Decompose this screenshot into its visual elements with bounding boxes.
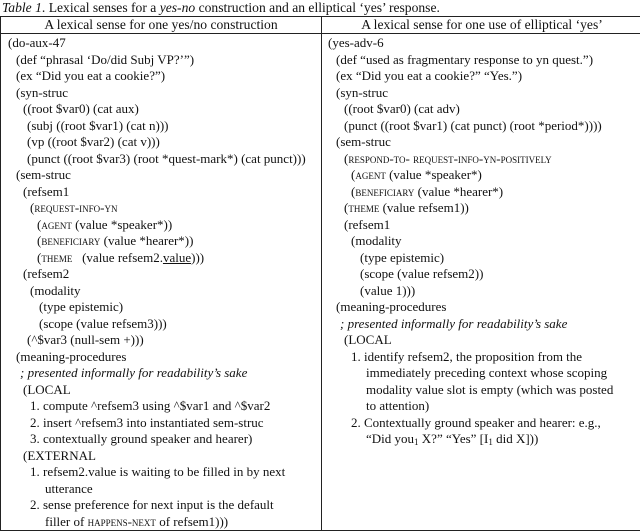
code-line: (syn-struc	[322, 85, 640, 102]
procedure-step: 2. insert ^refsem3 into instantiated sem-struc	[1, 415, 321, 432]
code-line: (def “used as fragmentary response to yn quest.”)	[322, 52, 640, 69]
code-line: (subj ((root $var1) (cat n)))	[1, 118, 321, 135]
concept-request-info-yn: request-info-yn	[34, 200, 117, 215]
role-agent: agent	[355, 167, 386, 182]
code-line	[322, 200, 640, 217]
code-comment: ; presented informally for readability’s sake	[322, 316, 640, 333]
code-line: (def “phrasal ‘Do/did Subj VP?’”)	[1, 52, 321, 69]
code-line: (sem-struc	[322, 134, 640, 151]
subscript: 1	[488, 437, 493, 447]
concept-happens-next: happens-next	[88, 514, 156, 529]
code-text: did X]))	[493, 431, 539, 446]
code-line: (EXTERNAL	[1, 448, 321, 465]
caption-label: Table 1	[2, 0, 42, 15]
code-line: (modality	[322, 233, 640, 250]
paren: (	[351, 167, 355, 182]
code-text: )))	[191, 250, 204, 265]
code-line: (scope (value refsem3)))	[1, 316, 321, 333]
code-line: ((root $var0) (cat aux)	[1, 101, 321, 118]
code-text: (value *speaker*)	[386, 167, 482, 182]
code-line: (LOCAL	[322, 332, 640, 349]
left-code-block	[1, 34, 321, 530]
code-text: “Did you	[366, 431, 414, 446]
code-line: (ex “Did you eat a cookie?” “Yes.”)	[322, 68, 640, 85]
code-text: (value *hearer*)	[414, 184, 503, 199]
code-line	[1, 217, 321, 234]
code-line: (^$var3 (null-sem +)))	[1, 332, 321, 349]
code-line: (meaning-procedures	[1, 349, 321, 366]
procedure-step: 2. Contextually ground speaker and hearer: e.g.,	[322, 415, 640, 432]
code-line: (modality	[1, 283, 321, 300]
code-line: (yes-adv-6	[322, 35, 640, 52]
caption-text-pre: . Lexical senses for a	[42, 0, 160, 15]
code-line: (refsem1	[1, 184, 321, 201]
code-text: (value *hearer*))	[100, 233, 193, 248]
code-line: (type epistemic)	[322, 250, 640, 267]
code-line: (type epistemic)	[1, 299, 321, 316]
paren: (	[37, 217, 41, 232]
code-text: X?” “Yes” [I	[419, 431, 489, 446]
subscript: 1	[414, 437, 419, 447]
paren: (	[30, 200, 34, 215]
code-line: (do-aux-47	[1, 35, 321, 52]
code-line: (syn-struc	[1, 85, 321, 102]
paren: (	[344, 151, 348, 166]
procedure-step: immediately preceding context whose scoping	[322, 365, 640, 382]
paren: (	[37, 233, 41, 248]
role-theme: theme	[348, 200, 379, 215]
code-line: (value 1)))	[322, 283, 640, 300]
code-line: (refsem1	[322, 217, 640, 234]
role-beneficiary: beneficiary	[41, 233, 100, 248]
table-caption	[2, 0, 638, 16]
right-code-block	[322, 34, 640, 448]
underlined-value: value	[163, 250, 191, 265]
paren: (	[344, 200, 348, 215]
role-theme: theme	[41, 250, 72, 265]
code-line	[1, 200, 321, 217]
procedure-step	[1, 514, 321, 531]
code-line	[322, 167, 640, 184]
code-line: (sem-struc	[1, 167, 321, 184]
code-line	[1, 233, 321, 250]
code-line	[1, 250, 321, 267]
table-body-row	[1, 34, 640, 531]
procedure-step: to attention)	[322, 398, 640, 415]
code-line: (punct ((root $var1) (cat punct) (root *period*))))	[322, 118, 640, 135]
header-left: A lexical sense for one yes/no construction	[1, 17, 322, 34]
code-line: (ex “Did you eat a cookie?”)	[1, 68, 321, 85]
code-line: ((root $var0) (cat adv)	[322, 101, 640, 118]
procedure-step	[322, 431, 640, 448]
code-line: (meaning-procedures	[322, 299, 640, 316]
code-text: filler of	[45, 514, 88, 529]
code-line: (vp ((root $var2) (cat v)))	[1, 134, 321, 151]
code-line	[322, 151, 640, 168]
procedure-step: 1. compute ^refsem3 using ^$var1 and ^$var2	[1, 398, 321, 415]
procedure-step: 1. refsem2.value is waiting to be filled in by next	[1, 464, 321, 481]
procedure-step: 2. sense preference for next input is the default	[1, 497, 321, 514]
code-text: (value *speaker*))	[72, 217, 172, 232]
code-text: of refsem1)))	[156, 514, 228, 529]
procedure-step: modality value slot is empty (which was posted	[322, 382, 640, 399]
lexical-senses-table	[0, 16, 640, 531]
table-header-row	[1, 17, 640, 34]
right-cell	[322, 34, 640, 531]
procedure-step: utterance	[1, 481, 321, 498]
concept-respond-to-request-info-yn-positively: respond-to- request-info-yn-positively	[348, 151, 551, 166]
caption-text-post: construction and an elliptical ‘yes’ response.	[195, 0, 440, 15]
code-line	[322, 184, 640, 201]
code-line: (scope (value refsem2))	[322, 266, 640, 283]
procedure-step: 3. contextually ground speaker and hearer)	[1, 431, 321, 448]
role-beneficiary: beneficiary	[355, 184, 414, 199]
code-text: (value refsem2.	[72, 250, 163, 265]
code-line: (refsem2	[1, 266, 321, 283]
caption-emphasis: yes-no	[160, 0, 195, 15]
header-right: A lexical sense for one use of elliptical ‘yes’	[322, 17, 640, 34]
procedure-step: 1. identify refsem2, the proposition from the	[322, 349, 640, 366]
code-line: (LOCAL	[1, 382, 321, 399]
code-line: (punct ((root $var3) (root *quest-mark*) (cat punct)))	[1, 151, 321, 168]
left-cell	[1, 34, 322, 531]
role-agent: agent	[41, 217, 72, 232]
code-text: (value refsem1))	[379, 200, 469, 215]
code-comment: ; presented informally for readability’s sake	[1, 365, 321, 382]
paren: (	[37, 250, 41, 265]
paren: (	[351, 184, 355, 199]
